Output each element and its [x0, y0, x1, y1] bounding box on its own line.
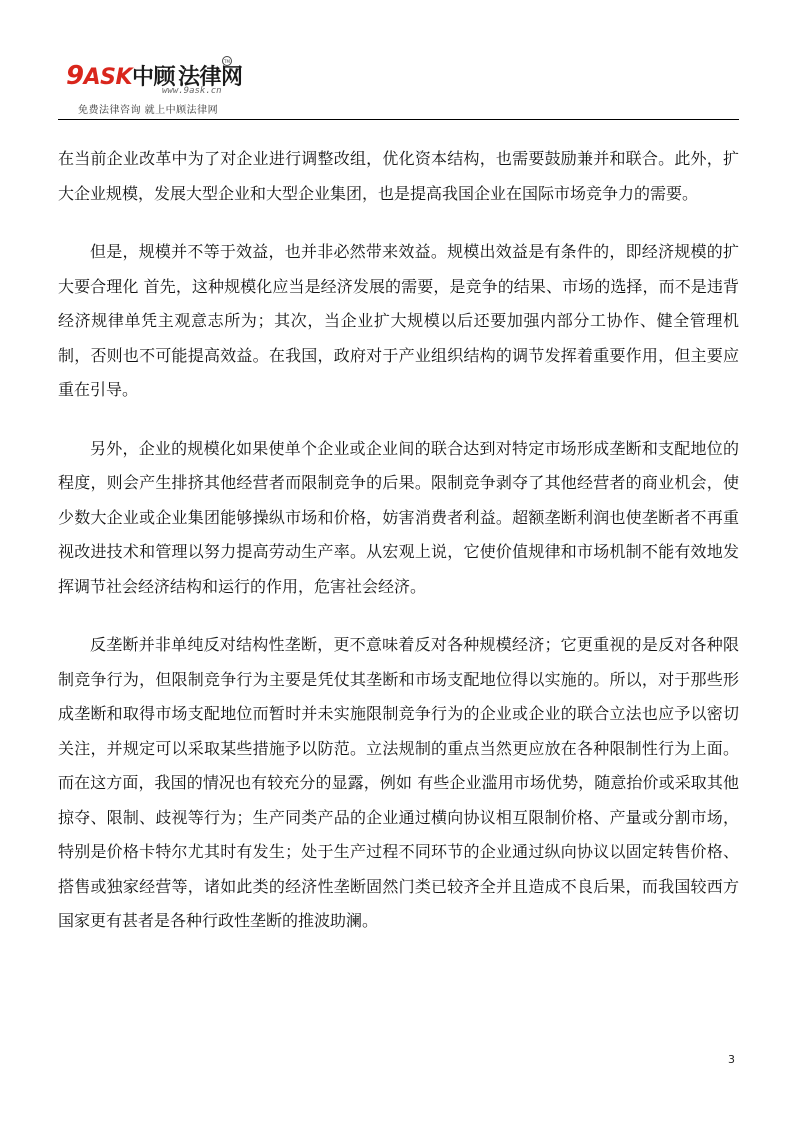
logo-zhonggu: 中顾 [132, 65, 176, 90]
logo-9: 9 [66, 61, 84, 91]
header-divider [58, 119, 739, 120]
page-header [58, 58, 739, 120]
logo-falvwang: 法律网 [178, 65, 243, 90]
paragraph-4: 反垄断并非单纯反对结构性垄断，更不意味着反对各种规模经济；它更重视的是反对各种限制竞争行为，但限制竞争行为主要是凭仗其垄断和市场支配地位得以实施的。所以，对于那些形成垄断和取得市场支配地位而暂时并未实施限制竞争行为的企业或企业的联合立法也应予以密切关注，并规定可以采取某些措施予以防范。立法规制的重点当然更应放在各种限制性行为上面。而在这方面，我国的情况也有较充分的显露，例如 有些企业滥用市场优势，随意抬价或采取其他掠夺、限制、歧视等行为；生产同类产品的企业通过横向协议相互限制价格、产量或分割市场，特别是价格卡特尔尤其时有发生；处于生产过程不同环节的企业通过纵向协议以固定转售价格、搭售或独家经营等，诸如此类的经济性垄断固然门类已较齐全并且造成不良后果，而我国较西方国家更有甚者是各种行政性垄断的推波助澜。 [58, 635, 739, 930]
logo-ask: ASK [83, 65, 133, 90]
paragraph-1: 在当前企业改革中为了对企业进行调整改组，优化资本结构，也需要鼓励兼并和联合。此外，扩大企业规模，发展大型企业和大型企业集团，也是提高我国企业在国际市场竞争力的需要。 [58, 149, 739, 203]
logo-slogan: 免费法律咨询 就上中顾法律网 [78, 105, 219, 116]
page-number: 3 [728, 1053, 735, 1066]
trademark-icon [222, 56, 232, 66]
logo-url: www.9ask.cn [162, 86, 222, 96]
trademark-text: TM [224, 59, 230, 64]
paragraph-3: 另外，企业的规模化如果使单个企业或企业间的联合达到对特定市场形成垄断和支配地位的程度，则会产生排挤其他经营者而限制竞争的后果。限制竞争剥夺了其他经营者的商业机会，使少数大企业或企业集团能够操纵市场和价格，妨害消费者利益。超额垄断利润也使垄断者不再重视改进技术和管理以努力提高劳动生产率。从宏观上说，它使价值规律和市场机制不能有效地发挥调节社会经济结构和运行的作用，危害社会经济。 [58, 438, 739, 596]
document-body [58, 142, 739, 963]
paragraph-2: 但是，规模并不等于效益，也并非必然带来效益。规模出效益是有条件的，即经济规模的扩大要合理化 首先，这种规模化应当是经济发展的需要，是竞争的结果、市场的选择，而不是违背经济规律单凭主观意志所为；其次，当企业扩大规模以后还要加强内部分工协作、健全管理机制，否则也不可能提高效益。在我国，政府对于产业组织结构的调节发挥着重要作用，但主要应重在引导。 [58, 242, 739, 399]
site-logo[interactable] [66, 59, 306, 116]
